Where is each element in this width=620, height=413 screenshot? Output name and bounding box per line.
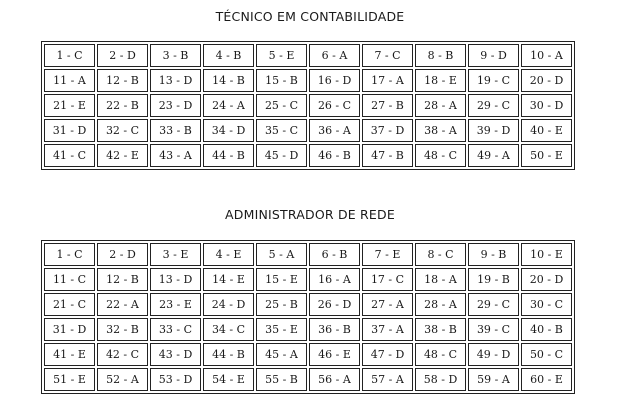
answer-cell: 50 - C — [521, 343, 572, 366]
answer-cell: 26 - C — [309, 94, 360, 117]
answer-row — [44, 144, 572, 167]
answer-cell: 14 - E — [203, 268, 254, 291]
answer-cell: 22 - A — [97, 293, 148, 316]
answer-cell: 5 - A — [256, 243, 307, 266]
answer-cell: 17 - C — [362, 268, 413, 291]
answer-cell: 1 - C — [44, 243, 95, 266]
answer-cell: 31 - D — [44, 119, 95, 142]
answer-cell: 31 - D — [44, 318, 95, 341]
answer-cell: 8 - C — [415, 243, 466, 266]
answer-cell: 38 - A — [415, 119, 466, 142]
answer-cell: 38 - B — [415, 318, 466, 341]
answer-cell: 40 - B — [521, 318, 572, 341]
answer-row — [44, 119, 572, 142]
answer-cell: 10 - E — [521, 243, 572, 266]
answer-cell: 54 - E — [203, 368, 254, 391]
answer-cell: 30 - D — [521, 94, 572, 117]
answer-cell: 28 - A — [415, 293, 466, 316]
answer-cell: 15 - B — [256, 69, 307, 92]
answer-cell: 33 - B — [150, 119, 201, 142]
answer-cell: 52 - A — [97, 368, 148, 391]
answer-cell: 19 - B — [468, 268, 519, 291]
answer-cell: 45 - A — [256, 343, 307, 366]
answer-cell: 11 - A — [44, 69, 95, 92]
answer-key-table-administrador-rede — [41, 240, 575, 394]
answer-cell: 34 - D — [203, 119, 254, 142]
answer-cell: 49 - D — [468, 343, 519, 366]
answer-cell: 41 - C — [44, 144, 95, 167]
answer-cell: 20 - D — [521, 268, 572, 291]
answer-cell: 28 - A — [415, 94, 466, 117]
answer-cell: 11 - C — [44, 268, 95, 291]
answer-cell: 30 - C — [521, 293, 572, 316]
answer-cell: 49 - A — [468, 144, 519, 167]
answer-cell: 43 - D — [150, 343, 201, 366]
answer-cell: 56 - A — [309, 368, 360, 391]
answer-cell: 12 - B — [97, 69, 148, 92]
answer-cell: 6 - A — [309, 44, 360, 67]
answer-cell: 60 - E — [521, 368, 572, 391]
answer-cell: 5 - E — [256, 44, 307, 67]
answer-cell: 40 - E — [521, 119, 572, 142]
answer-cell: 50 - E — [521, 144, 572, 167]
answer-cell: 34 - C — [203, 318, 254, 341]
answer-cell: 9 - B — [468, 243, 519, 266]
answer-cell: 12 - B — [97, 268, 148, 291]
answer-key-table-tecnico-contabilidade — [41, 41, 575, 170]
answer-cell: 19 - C — [468, 69, 519, 92]
answer-cell: 4 - B — [203, 44, 254, 67]
answer-cell: 18 - A — [415, 268, 466, 291]
answer-row — [44, 94, 572, 117]
answer-cell: 47 - D — [362, 343, 413, 366]
answer-cell: 35 - E — [256, 318, 307, 341]
answer-cell: 47 - B — [362, 144, 413, 167]
answer-cell: 9 - D — [468, 44, 519, 67]
answer-cell: 21 - E — [44, 94, 95, 117]
answer-cell: 17 - A — [362, 69, 413, 92]
answer-cell: 33 - C — [150, 318, 201, 341]
answer-cell: 23 - E — [150, 293, 201, 316]
answer-row — [44, 368, 572, 391]
answer-cell: 22 - B — [97, 94, 148, 117]
answer-row — [44, 69, 572, 92]
answer-cell: 27 - B — [362, 94, 413, 117]
answer-cell: 3 - E — [150, 243, 201, 266]
answer-cell: 14 - B — [203, 69, 254, 92]
answer-cell: 46 - B — [309, 144, 360, 167]
answer-cell: 37 - D — [362, 119, 413, 142]
answer-cell: 39 - D — [468, 119, 519, 142]
answer-cell: 43 - A — [150, 144, 201, 167]
answer-cell: 59 - A — [468, 368, 519, 391]
answer-cell: 36 - A — [309, 119, 360, 142]
answer-cell: 13 - D — [150, 69, 201, 92]
answer-row — [44, 243, 572, 266]
answer-cell: 44 - B — [203, 343, 254, 366]
answer-cell: 35 - C — [256, 119, 307, 142]
answer-cell: 53 - D — [150, 368, 201, 391]
section-title-tecnico-contabilidade: TÉCNICO EM CONTABILIDADE — [215, 9, 405, 24]
answer-cell: 2 - D — [97, 243, 148, 266]
answer-row — [44, 293, 572, 316]
answer-cell: 42 - E — [97, 144, 148, 167]
answer-cell: 23 - D — [150, 94, 201, 117]
answer-cell: 24 - A — [203, 94, 254, 117]
section-title-administrador-rede: ADMINISTRADOR DE REDE — [225, 207, 395, 222]
answer-cell: 2 - D — [97, 44, 148, 67]
answer-cell: 27 - A — [362, 293, 413, 316]
answer-cell: 46 - E — [309, 343, 360, 366]
answer-cell: 48 - C — [415, 343, 466, 366]
answer-cell: 18 - E — [415, 69, 466, 92]
answer-cell: 6 - B — [309, 243, 360, 266]
answer-cell: 29 - C — [468, 94, 519, 117]
answer-cell: 7 - E — [362, 243, 413, 266]
answer-cell: 55 - B — [256, 368, 307, 391]
answer-cell: 51 - E — [44, 368, 95, 391]
answer-cell: 16 - A — [309, 268, 360, 291]
answer-cell: 41 - E — [44, 343, 95, 366]
answer-cell: 10 - A — [521, 44, 572, 67]
answer-cell: 29 - C — [468, 293, 519, 316]
answer-row — [44, 343, 572, 366]
answer-cell: 25 - B — [256, 293, 307, 316]
answer-cell: 32 - C — [97, 119, 148, 142]
answer-cell: 57 - A — [362, 368, 413, 391]
answer-row — [44, 268, 572, 291]
answer-cell: 4 - E — [203, 243, 254, 266]
answer-cell: 42 - C — [97, 343, 148, 366]
answer-cell: 25 - C — [256, 94, 307, 117]
answer-cell: 20 - D — [521, 69, 572, 92]
answer-cell: 39 - C — [468, 318, 519, 341]
answer-row — [44, 318, 572, 341]
answer-cell: 32 - B — [97, 318, 148, 341]
answer-cell: 7 - C — [362, 44, 413, 67]
answer-cell: 44 - B — [203, 144, 254, 167]
answer-cell: 58 - D — [415, 368, 466, 391]
answer-cell: 13 - D — [150, 268, 201, 291]
answer-cell: 21 - C — [44, 293, 95, 316]
answer-cell: 36 - B — [309, 318, 360, 341]
answer-cell: 26 - D — [309, 293, 360, 316]
answer-cell: 8 - B — [415, 44, 466, 67]
answer-cell: 1 - C — [44, 44, 95, 67]
answer-row — [44, 44, 572, 67]
answer-cell: 3 - B — [150, 44, 201, 67]
answer-cell: 45 - D — [256, 144, 307, 167]
answer-cell: 15 - E — [256, 268, 307, 291]
answer-cell: 37 - A — [362, 318, 413, 341]
answer-cell: 48 - C — [415, 144, 466, 167]
answer-cell: 16 - D — [309, 69, 360, 92]
answer-cell: 24 - D — [203, 293, 254, 316]
